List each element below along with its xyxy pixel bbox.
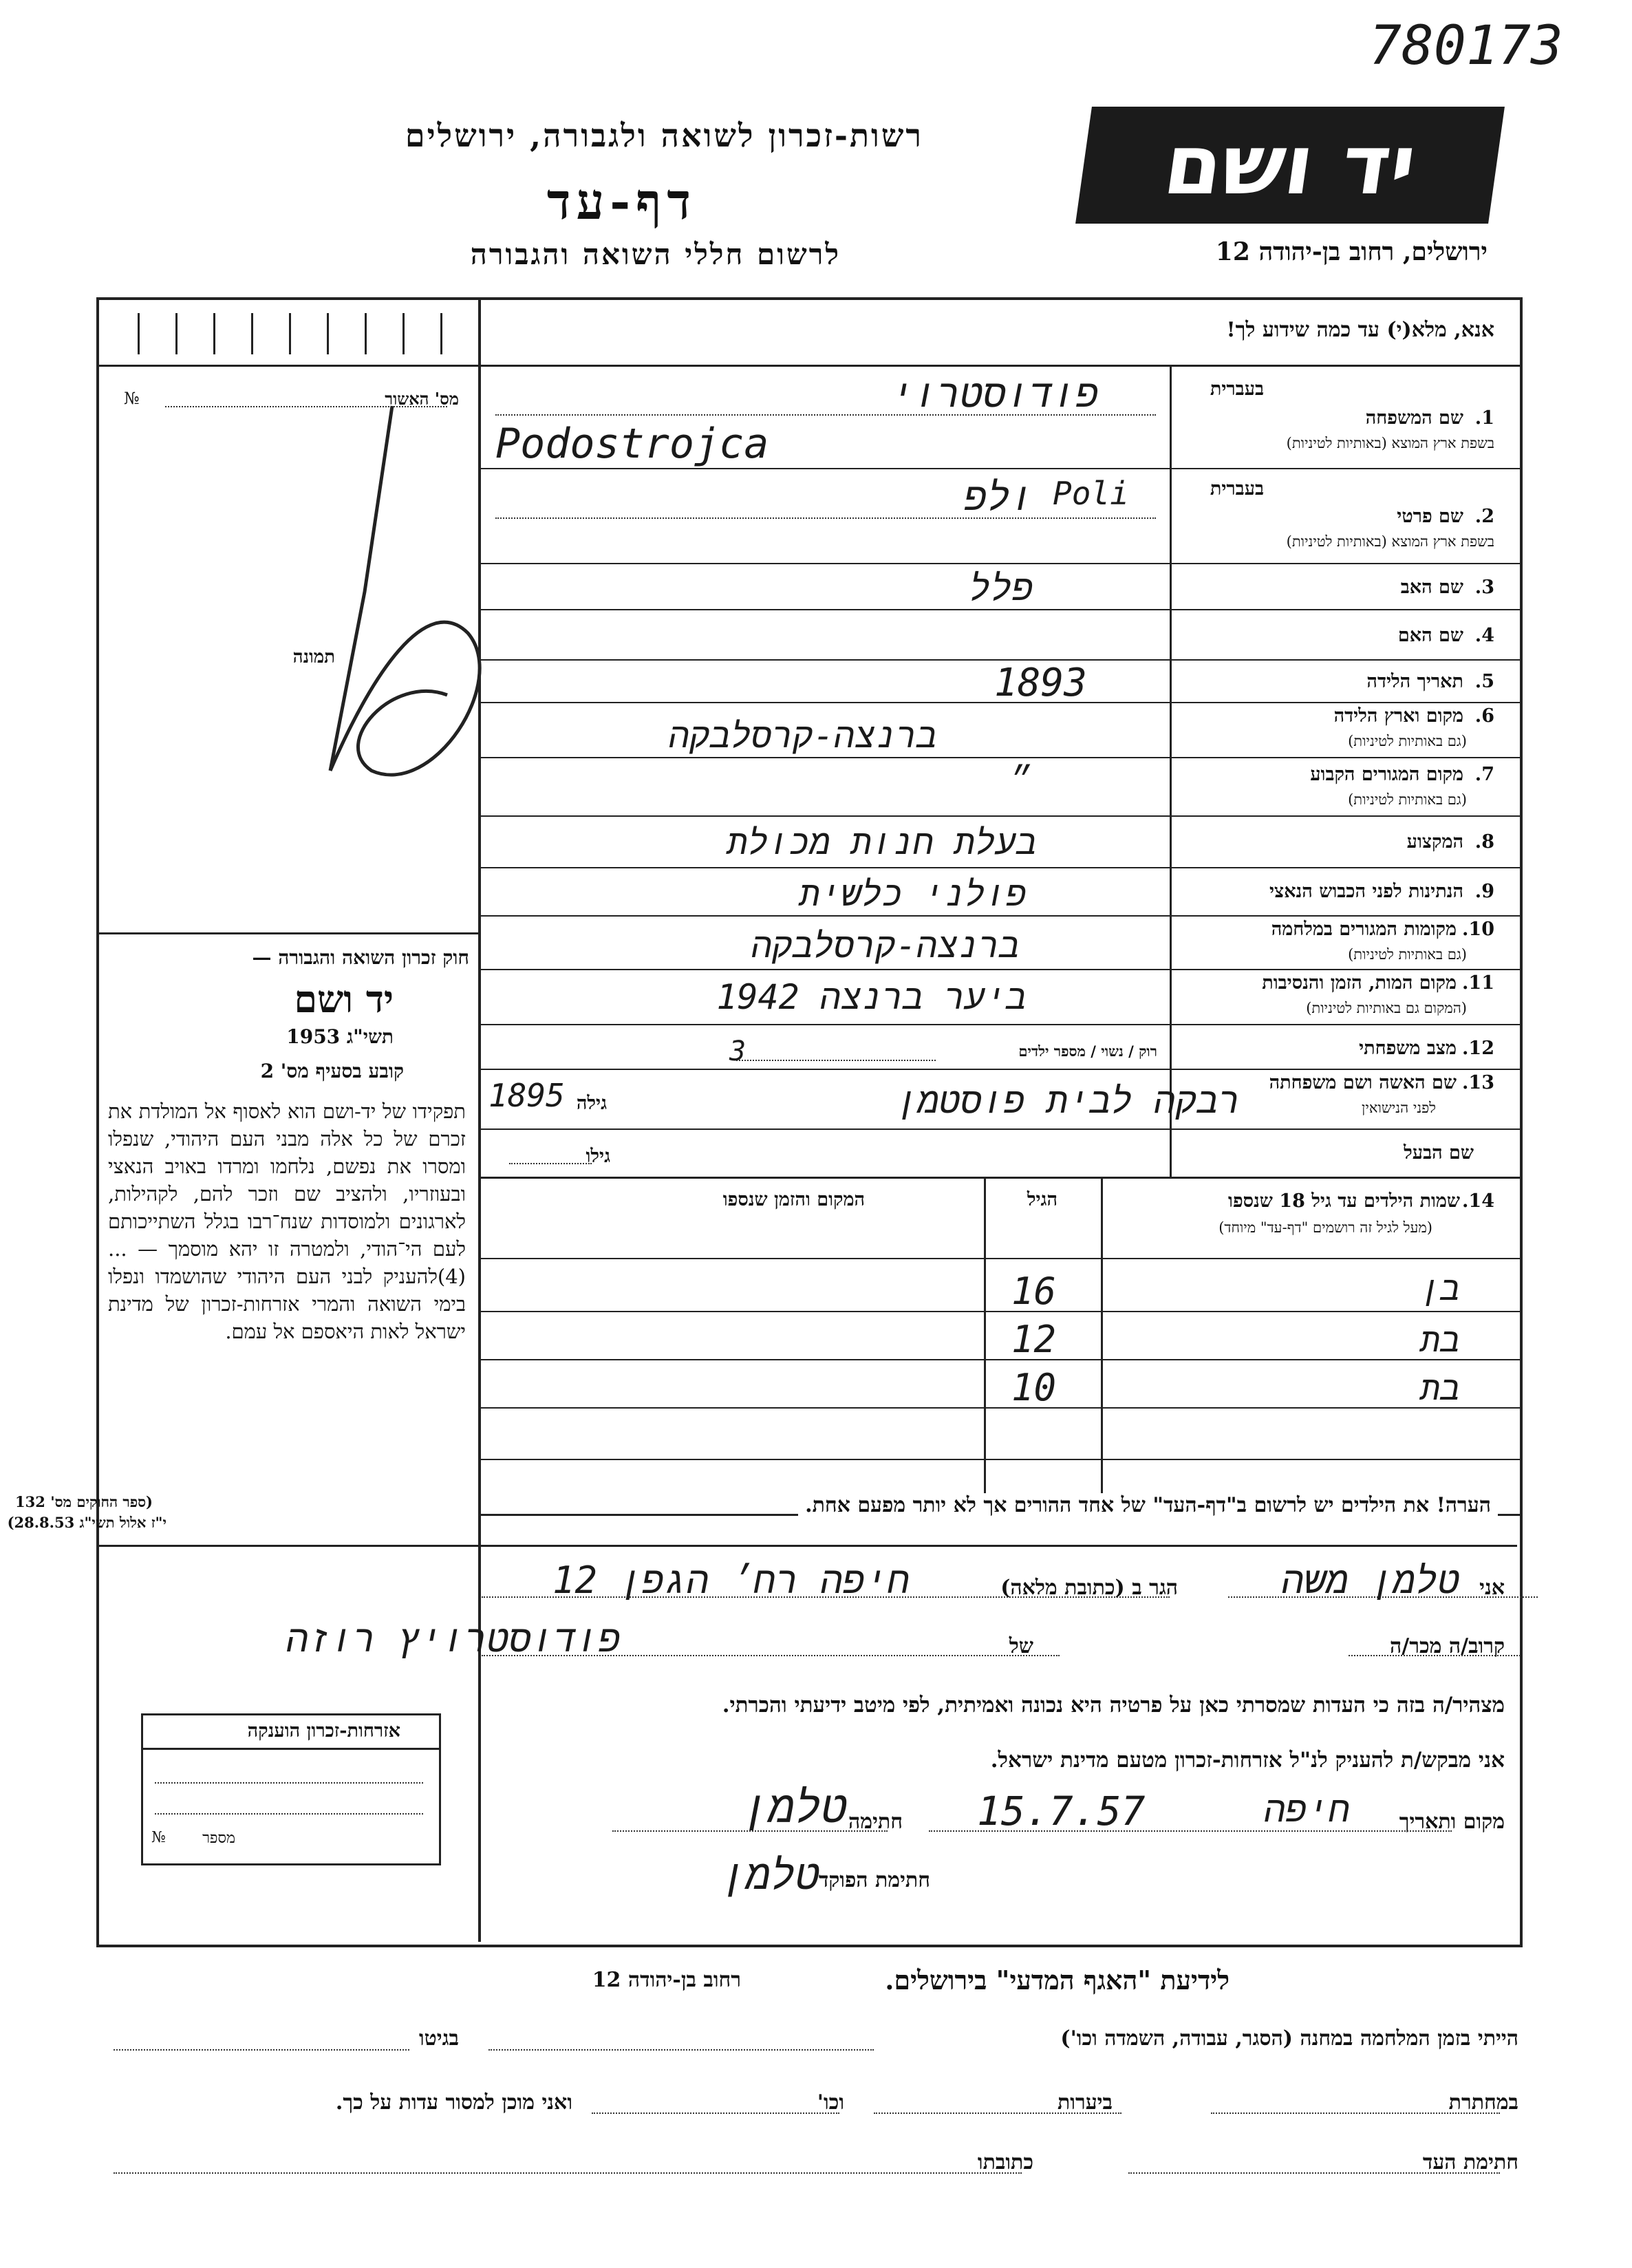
field-husband-label: שם הבעל	[1404, 1142, 1474, 1164]
field-3-num: 3.	[1474, 577, 1494, 598]
field-11-value[interactable]: ביער ברנצה 1942	[716, 977, 1027, 1017]
field-11-label: מקום המות, הזמן והנסיבות	[1262, 972, 1457, 994]
child-1-name[interactable]: בן	[1420, 1270, 1460, 1308]
law-ref-1: (ספר החוקים מס' 132	[15, 1493, 153, 1510]
field-10-num: 10.	[1462, 919, 1494, 940]
decl-officer-label: חתימת הפוקד	[818, 1868, 930, 1892]
decl-i-value[interactable]: טלמן משה	[1281, 1559, 1460, 1602]
field-13-age-value[interactable]: 1895	[488, 1077, 565, 1114]
decl-signature-label: חתימה	[848, 1810, 903, 1834]
children-num: 14.	[1462, 1190, 1494, 1212]
law-ref-2: י"ז אלול תשי"ג 28.8.53)	[7, 1514, 167, 1531]
children-label: שמות הילדים עד גיל 18 שנספו	[1228, 1190, 1460, 1212]
field-9-value[interactable]: פולני כלשית	[799, 874, 1027, 914]
field-2-num: 2.	[1474, 506, 1494, 527]
decl-officer-value[interactable]: טלמן	[720, 1851, 820, 1899]
bottom-line1-a: הייתי בזמן המלחמה במחנה (הסגר, עבודה, השמדה וכו')	[1060, 2026, 1518, 2051]
decl-of-label: של	[1009, 1634, 1033, 1658]
field-4-label: שם האם	[1397, 625, 1463, 646]
child-3-age[interactable]: 10	[1011, 1366, 1057, 1409]
field-11-sub: (המקום גם באותיות לטיניות)	[1306, 1000, 1467, 1016]
bottom-line3-b: כתובתו	[977, 2150, 1033, 2174]
decl-signature-value[interactable]: טלמן	[742, 1782, 848, 1833]
field-1-num: 1.	[1474, 407, 1494, 429]
org-line: רשות-זכרון לשואה ולגבורה, ירושלים	[405, 117, 923, 154]
bottom-line2-b: ביערות	[1057, 2090, 1113, 2115]
law-year: תשי"ג 1953	[286, 1025, 394, 1048]
citizenship-box-no: №	[151, 1829, 166, 1846]
logo	[1075, 107, 1505, 224]
field-7-num: 7.	[1474, 764, 1494, 785]
field-12-num: 12.	[1462, 1038, 1494, 1059]
field-husband-age-label: גילו	[586, 1146, 610, 1167]
form-subtitle: לרשום חללי השואה והגבורה	[470, 237, 841, 271]
bottom-address: רחוב בן-יהודה 12	[592, 1968, 741, 1992]
field-6-value[interactable]: ברנצה-קרסלבקה	[668, 716, 937, 756]
field-1-hebrew-tag: בעברית	[1210, 378, 1264, 400]
field-2-label: שם פרטי	[1397, 506, 1463, 527]
bottom-line1-b: בגיטו	[418, 2026, 459, 2051]
field-6-label: מקום וארץ הלידה	[1333, 705, 1463, 727]
field-1-label: שם המשפחה	[1365, 407, 1463, 429]
field-2-hebrew-tag: בעברית	[1210, 478, 1264, 500]
bottom-line3-a: חתימת העד	[1422, 2150, 1518, 2174]
field-8-value[interactable]: בעלת חנות מכולת	[727, 822, 1037, 862]
decl-address-label: הגר ב (כתובת מלאה)	[1000, 1576, 1178, 1600]
bottom-line2-d: ואני מוכן למסור עדות על כך.	[335, 2090, 572, 2115]
field-2-value-he[interactable]: ולפ	[964, 475, 1033, 520]
field-7-sub: (גם באותיות לטיניות)	[1348, 791, 1467, 808]
law-org: יד ושם	[294, 977, 394, 1021]
photo-label: תמונה	[292, 647, 335, 667]
form-title: דף-עד	[546, 172, 696, 231]
decl-date-value[interactable]: 15.7.57	[977, 1788, 1146, 1834]
decl-relation-label: קרוב/ה מכר/ה	[1390, 1634, 1505, 1658]
field-7-value[interactable]: ״	[1009, 760, 1030, 800]
citizenship-box-number: מספר	[202, 1830, 235, 1847]
field-7-label: מקום המגורים הקבוע	[1310, 764, 1463, 785]
decl-request: אני מבקש/ת להעניק לנ"ל אזרחות-זכרון מטעם מדינת ישראל.	[990, 1748, 1505, 1773]
field-3-label: שם האב	[1400, 577, 1463, 598]
decl-address-value[interactable]: חיפה רח׳ הגפן 12	[552, 1559, 910, 1602]
note: הערה! את הילדים יש לרשום ב"דף-העד" של אחד ההורים אך לא יותר מפעם אחת.	[798, 1493, 1498, 1517]
child-2-age[interactable]: 12	[1011, 1318, 1057, 1361]
child-2-name[interactable]: בת	[1420, 1321, 1460, 1360]
decl-of-value[interactable]: פודוסטרויץ רוזה	[286, 1617, 621, 1660]
no-symbol: №	[124, 389, 140, 408]
bottom-title: לידיעת "האגף המדעי" בירושלים.	[885, 1965, 1230, 1996]
field-12-value[interactable]: 3	[729, 1036, 747, 1067]
field-13-sub: לפני הנישואין	[1362, 1100, 1436, 1116]
field-5-value[interactable]: 1893	[994, 661, 1087, 705]
bottom-line2-a: במחתרת	[1448, 2090, 1518, 2115]
citizenship-box-title: אזרחות-זכרון הוענקה	[247, 1720, 400, 1742]
field-5-label: תאריך הלידה	[1366, 671, 1463, 692]
photo-signature	[289, 385, 495, 839]
field-10-label: מקומות המגורים במלחמה	[1271, 919, 1457, 940]
field-6-num: 6.	[1474, 705, 1494, 727]
field-1-value-he[interactable]: פודוסטרוי	[890, 372, 1099, 416]
field-2-sub: בשפת ארץ המוצא (באותיות לטיניות)	[1286, 533, 1494, 550]
page-number: 780173	[1369, 15, 1563, 77]
field-12-sub: רוק / נשוי / מספר ילדים	[1018, 1042, 1157, 1060]
decl-place-value[interactable]: חיפה	[1264, 1789, 1350, 1830]
field-13-age-label: גילה	[576, 1093, 607, 1114]
approval-label: מס' האשור	[385, 389, 459, 409]
bottom-line2-c: וכו'	[817, 2090, 844, 2115]
field-2-value-latin[interactable]: Poli	[1053, 475, 1129, 512]
field-9-num: 9.	[1474, 881, 1494, 902]
children-col-age: הגיל	[1027, 1189, 1057, 1210]
field-4-num: 4.	[1474, 625, 1494, 646]
field-9-label: הנתינות לפני הכבוש הנאצי	[1269, 881, 1463, 902]
field-8-num: 8.	[1474, 831, 1494, 853]
field-1-sub: בשפת ארץ המוצא (באותיות לטיניות)	[1286, 435, 1494, 451]
decl-i-label: אני	[1479, 1576, 1505, 1600]
field-6-sub: (גם באותיות לטיניות)	[1348, 733, 1467, 749]
field-13-label: שם האשה ושם משפחתה	[1269, 1072, 1457, 1093]
field-13-value[interactable]: רבקה לבית פוסטמן	[896, 1080, 1240, 1122]
child-1-age[interactable]: 16	[1011, 1270, 1057, 1313]
field-1-value-latin[interactable]: Podostrojca	[495, 420, 769, 468]
instruction: אנא, מלא(י) עד כמה שידוע לך!	[1226, 318, 1494, 342]
law-title: חוק זכרון השואה והגבורה —	[252, 946, 469, 969]
children-col-place: המקום והזמן שנספו	[722, 1189, 865, 1210]
law-text: תפקידו של יד-ושם הוא לאסוף אל המולדת את זכרם של כל אלה מבני העם היהודי, שנפלו ומסרו את נפשם, נלחמו ומרדו באויב הנאצי ובעוזריו, ולהציב שם וזכר להם, לקהילות, לארגונים ולמוסדות שנח־רבו בגלל השתייכותם לעם הי־הודי, ולמטרה זו יהא מוסמך — ...(4)להעניק לבני העם היהודי שהושמדו ונפלו בימי השואה והמרי אזרחות-זכרון של מדינת ישראל לאות היאספם אל עמם.	[108, 1100, 466, 1343]
field-5-num: 5.	[1474, 671, 1494, 692]
decl-statement: מצהיר/ה בזה כי העדות שמסרתי כאן על פרטיה היא נכונה ואמיתית, לפי מיטב ידיעתי והכרתי.	[722, 1693, 1505, 1718]
child-3-name[interactable]: בת	[1420, 1369, 1460, 1408]
children-sub: (מעל לגיל זה רושמים "דף-עד" מיוחד)	[1218, 1219, 1432, 1236]
logo-text: יד ושם	[1158, 117, 1422, 213]
field-10-sub: (גם באותיות לטיניות)	[1348, 946, 1467, 963]
field-13-num: 13.	[1462, 1072, 1494, 1093]
field-3-value[interactable]: פלל	[969, 568, 1033, 609]
field-11-num: 11.	[1462, 972, 1494, 994]
field-8-label: המקצוע	[1406, 831, 1463, 853]
field-10-value[interactable]: ברנצה-קרסלבקה	[751, 926, 1020, 965]
field-12-label: מצב משפחתי	[1359, 1038, 1457, 1059]
decl-place-date-label: מקום ותאריך	[1399, 1810, 1505, 1834]
law-clause: קובע בסעיף מס' 2	[260, 1060, 404, 1082]
header-address: ירושלים, רחוב בן-יהודה 12	[1215, 237, 1488, 266]
